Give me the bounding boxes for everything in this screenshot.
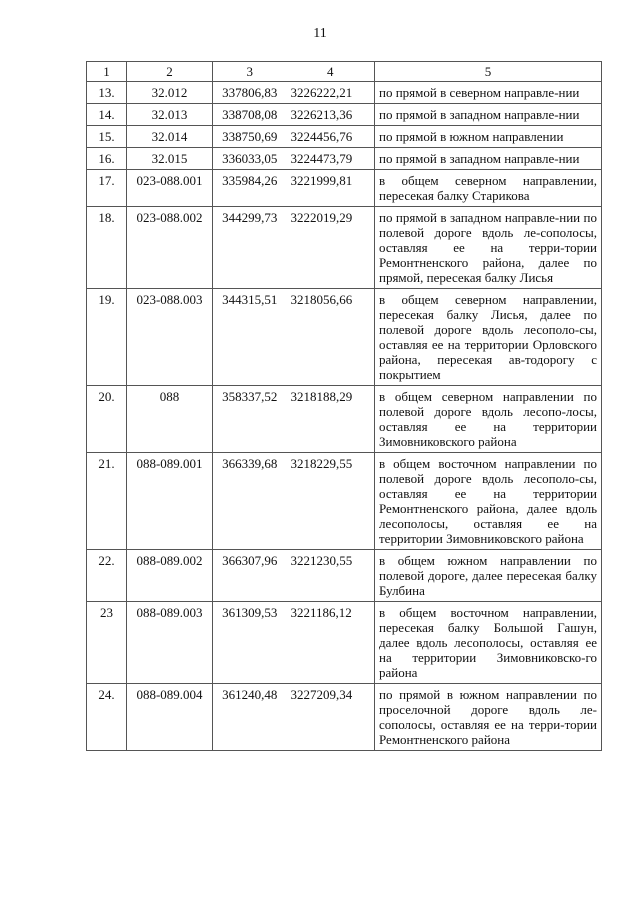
y-coordinate-cell: 3227209,34	[287, 684, 375, 751]
header-col-4: 4	[287, 62, 375, 82]
table-row	[87, 289, 602, 386]
point-id-cell: 32.015	[127, 148, 213, 170]
y-coordinate-cell: 3221230,55	[287, 550, 375, 602]
row-number-cell: 23	[87, 602, 127, 684]
row-number-cell: 19.	[87, 289, 127, 386]
row-number-cell: 16.	[87, 148, 127, 170]
y-coordinate-cell: 3224456,76	[287, 126, 375, 148]
y-coordinate-cell: 3226213,36	[287, 104, 375, 126]
x-coordinate-cell: 366339,68	[213, 453, 287, 550]
table-row	[87, 207, 602, 289]
row-number-cell: 24.	[87, 684, 127, 751]
y-coordinate-cell: 3222019,29	[287, 207, 375, 289]
x-coordinate-cell: 358337,52	[213, 386, 287, 453]
point-id-cell: 088-089.002	[127, 550, 213, 602]
point-id-cell: 088-089.001	[127, 453, 213, 550]
table-row	[87, 453, 602, 550]
description-cell: в общем восточном направлении, пересекая балку Большой Гашун, далее вдоль лесополосы, оставляя ее на территории Зимовниковско-го района	[375, 602, 602, 684]
row-number-cell: 13.	[87, 82, 127, 104]
point-id-cell: 32.014	[127, 126, 213, 148]
description-cell: в общем северном направлении, пересекая балку Лисья, далее по полевой дороге вдоль лесополо-сы, оставляя ее на территории Орловского района, пересекая ав-тодорогу с покрытием	[375, 289, 602, 386]
x-coordinate-cell: 337806,83	[213, 82, 287, 104]
row-number-cell: 14.	[87, 104, 127, 126]
table-row	[87, 550, 602, 602]
point-id-cell: 023-088.001	[127, 170, 213, 207]
description-cell: в общем северном направлении, пересекая балку Старикова	[375, 170, 602, 207]
description-cell: в общем северном направлении по полевой дороге вдоль лесопо-лосы, оставляя ее на территории Зимовниковского района	[375, 386, 602, 453]
x-coordinate-cell: 361240,48	[213, 684, 287, 751]
x-coordinate-cell: 338750,69	[213, 126, 287, 148]
boundary-table	[86, 61, 602, 751]
header-col-1: 1	[87, 62, 127, 82]
y-coordinate-cell: 3224473,79	[287, 148, 375, 170]
description-cell: по прямой в южном направлении	[375, 126, 602, 148]
row-number-cell: 18.	[87, 207, 127, 289]
description-cell: по прямой в западном направле-нии	[375, 104, 602, 126]
x-coordinate-cell: 338708,08	[213, 104, 287, 126]
row-number-cell: 20.	[87, 386, 127, 453]
y-coordinate-cell: 3226222,21	[287, 82, 375, 104]
table-body	[87, 82, 602, 751]
table-row	[87, 82, 602, 104]
point-id-cell: 088-089.003	[127, 602, 213, 684]
x-coordinate-cell: 361309,53	[213, 602, 287, 684]
description-cell: по прямой в западном направле-нии по полевой дороге вдоль ле-сополосы, оставляя ее на терри-тории Ремонтненского района, далее по прямой, пересекая балку Лисья	[375, 207, 602, 289]
row-number-cell: 17.	[87, 170, 127, 207]
y-coordinate-cell: 3218056,66	[287, 289, 375, 386]
point-id-cell: 088-089.004	[127, 684, 213, 751]
point-id-cell: 023-088.003	[127, 289, 213, 386]
point-id-cell: 32.012	[127, 82, 213, 104]
header-col-5: 5	[375, 62, 602, 82]
row-number-cell: 21.	[87, 453, 127, 550]
table-row	[87, 170, 602, 207]
x-coordinate-cell: 336033,05	[213, 148, 287, 170]
row-number-cell: 15.	[87, 126, 127, 148]
row-number-cell: 22.	[87, 550, 127, 602]
table-header	[87, 62, 602, 82]
header-col-2: 2	[127, 62, 213, 82]
point-id-cell: 088	[127, 386, 213, 453]
y-coordinate-cell: 3221999,81	[287, 170, 375, 207]
table-row	[87, 684, 602, 751]
point-id-cell: 32.013	[127, 104, 213, 126]
y-coordinate-cell: 3218229,55	[287, 453, 375, 550]
table-row	[87, 126, 602, 148]
description-cell: в общем южном направлении по полевой дороге, далее пересекая балку Булбина	[375, 550, 602, 602]
y-coordinate-cell: 3221186,12	[287, 602, 375, 684]
description-cell: по прямой в южном направлении по проселочной дороге вдоль ле-сополосы, оставляя ее на терри-тории Ремонтненского района	[375, 684, 602, 751]
y-coordinate-cell: 3218188,29	[287, 386, 375, 453]
table-row	[87, 386, 602, 453]
x-coordinate-cell: 344299,73	[213, 207, 287, 289]
header-row	[87, 62, 602, 82]
x-coordinate-cell: 335984,26	[213, 170, 287, 207]
point-id-cell: 023-088.002	[127, 207, 213, 289]
page-number: 11	[313, 26, 327, 41]
x-coordinate-cell: 344315,51	[213, 289, 287, 386]
table-row	[87, 104, 602, 126]
description-cell: по прямой в западном направле-нии	[375, 148, 602, 170]
description-cell: в общем восточном направлении по полевой дороге вдоль лесополо-сы, оставляя ее на территории Ремонтненского района, далее вдоль лесополосы, оставляя ее на территории Зимовниковского района	[375, 453, 602, 550]
x-coordinate-cell: 366307,96	[213, 550, 287, 602]
table-row	[87, 148, 602, 170]
description-cell: по прямой в северном направле-нии	[375, 82, 602, 104]
table-row	[87, 602, 602, 684]
header-col-3: 3	[213, 62, 287, 82]
